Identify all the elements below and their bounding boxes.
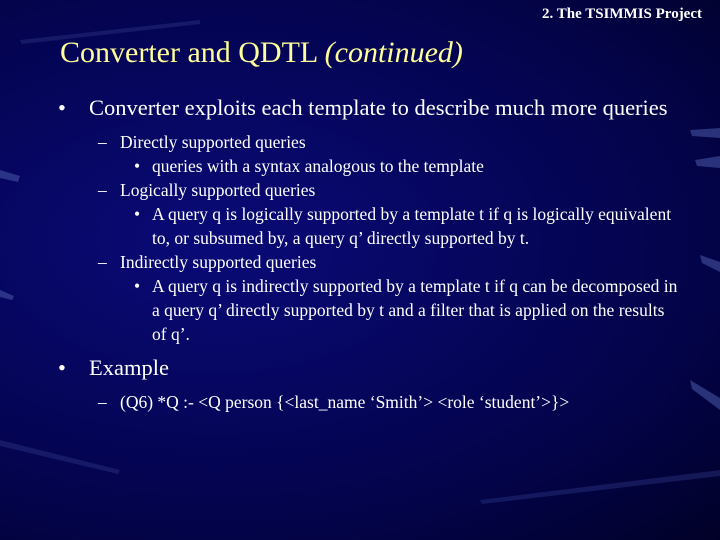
sub-indirectly-supported-text: Indirectly supported queries [120, 252, 317, 272]
slide-title [60, 36, 463, 70]
sub-indirectly-supported [58, 250, 678, 274]
project-tag: 2. The TSIMMIS Project [542, 6, 702, 22]
sub-directly-supported-text: Directly supported queries [120, 132, 306, 152]
streak-2 [695, 156, 720, 168]
sub-logically-supported-text: Logically supported queries [120, 180, 316, 200]
bullet-dot-icon: • [134, 204, 141, 224]
detail-indirectly-supported [58, 274, 678, 346]
streak-8 [480, 470, 720, 504]
sub-directly-supported [58, 130, 678, 154]
bullet-dot-icon: • [134, 276, 141, 296]
dash-icon: – [98, 252, 107, 272]
detail-directly-supported-text: queries with a syntax analogous to the template [152, 156, 484, 176]
title-main: Converter and QDTL [60, 36, 325, 69]
bullet-dot-icon: • [134, 156, 141, 176]
detail-indirectly-supported-text: A query q is indirectly supported by a template t if q can be decomposed in a query q’ directly supported by t and a filter that is applied on the results of q’. [152, 276, 678, 344]
bullet-dot-icon: • [58, 355, 66, 380]
dash-icon: – [98, 392, 107, 412]
sub-example-query [58, 390, 678, 414]
detail-directly-supported [58, 154, 678, 178]
streak-6 [0, 290, 14, 300]
title-italic: (continued) [324, 36, 463, 69]
streak-3 [700, 255, 720, 272]
bullet-converter-text: Converter exploits each template to describe much more queries [89, 95, 668, 120]
slide-content [58, 94, 678, 414]
streak-5 [0, 170, 20, 182]
detail-logically-supported-text: A query q is logically supported by a template t if q is logically equivalent to, or subsumed by, a query q’ directly supported by t. [152, 204, 672, 248]
bullet-example-text: Example [89, 355, 169, 380]
streak-1 [690, 128, 720, 138]
dash-icon: – [98, 180, 107, 200]
sub-example-query-text: (Q6) *Q :- <Q person {<last_name ‘Smith’> <role ‘student’>}> [120, 392, 570, 412]
bullet-converter [58, 94, 678, 122]
streak-9 [0, 440, 120, 474]
bullet-dot-icon: • [58, 95, 66, 120]
sub-logically-supported [58, 178, 678, 202]
bullet-example [58, 354, 678, 382]
streak-4 [690, 380, 720, 410]
dash-icon: – [98, 132, 107, 152]
detail-logically-supported [58, 202, 678, 250]
